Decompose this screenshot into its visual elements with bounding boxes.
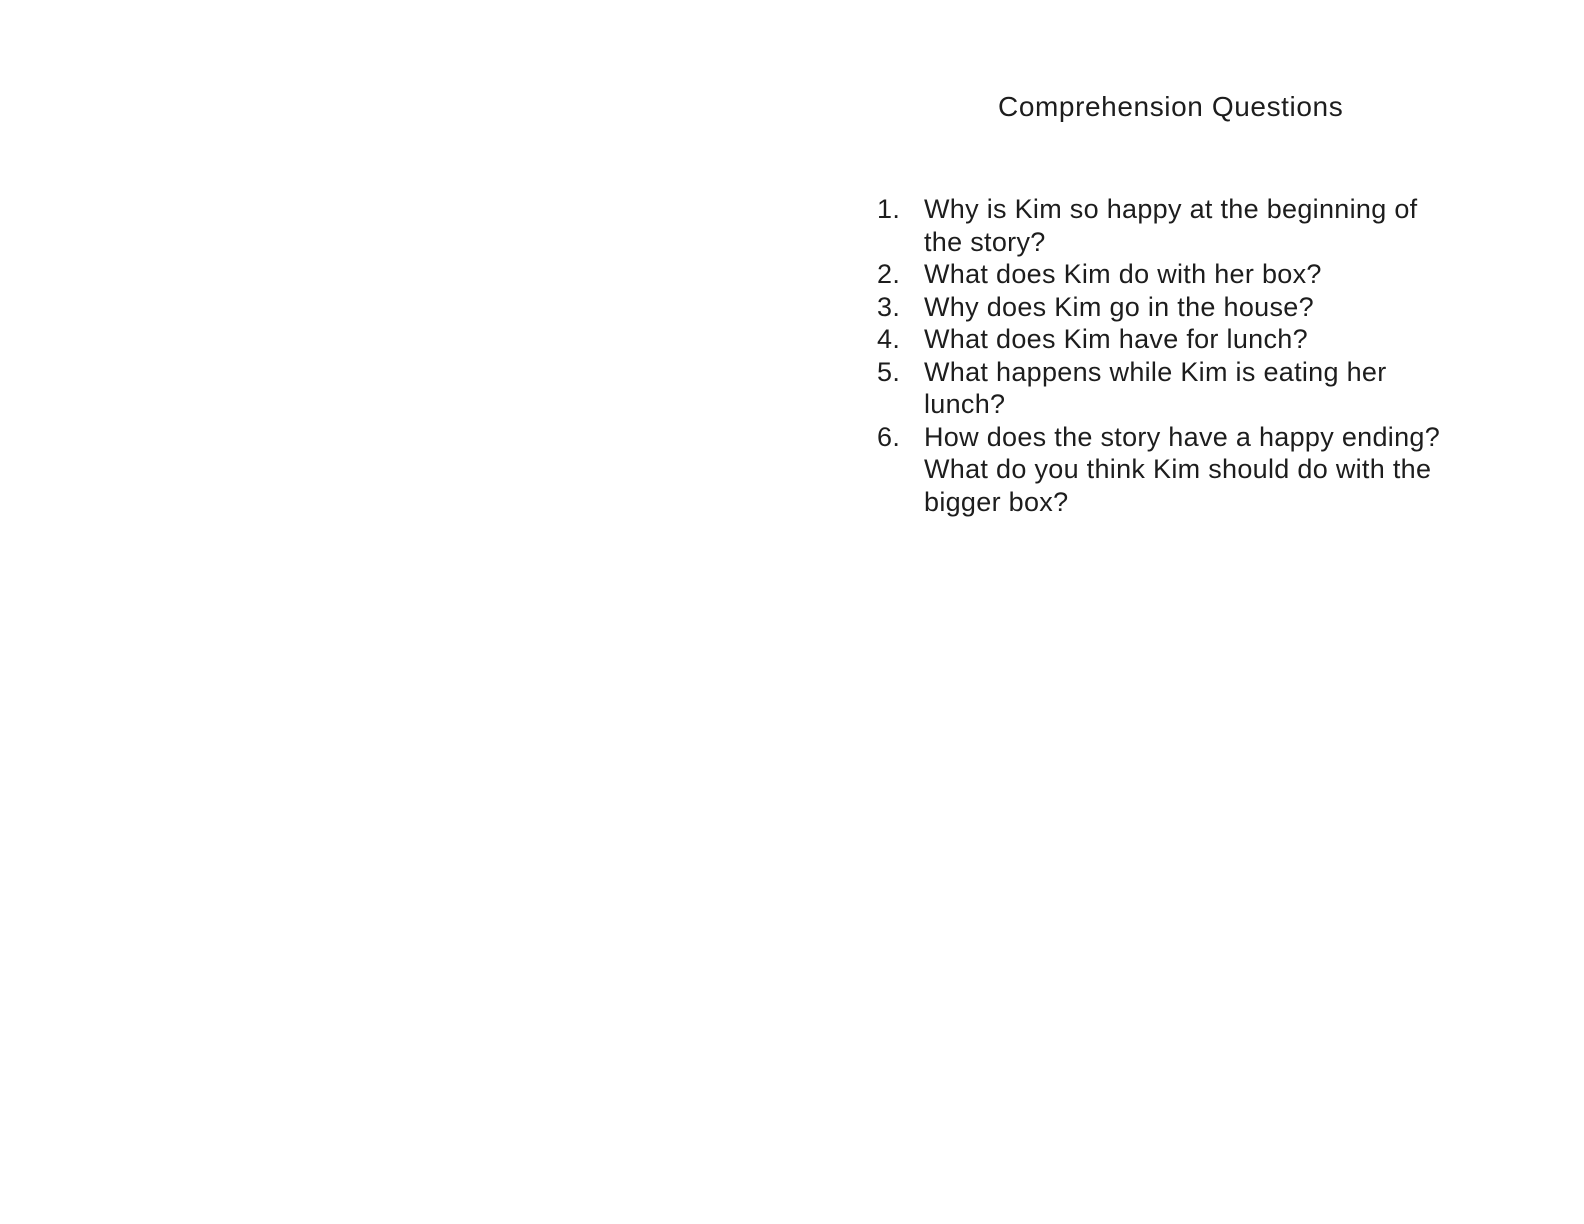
question-line: the story? bbox=[924, 226, 1046, 257]
question-item-5 bbox=[877, 356, 1440, 421]
question-text bbox=[924, 356, 1387, 421]
page-title: Comprehension Questions bbox=[998, 91, 1344, 122]
question-text bbox=[924, 421, 1440, 519]
question-line: What does Kim do with her box? bbox=[924, 259, 1322, 289]
question-item-2 bbox=[877, 258, 1440, 291]
question-line: Why is Kim so happy at the beginning of bbox=[924, 194, 1418, 224]
question-line: How does the story have a happy ending? bbox=[924, 421, 1441, 452]
question-item-3 bbox=[877, 291, 1440, 324]
question-number: 2. bbox=[877, 259, 901, 289]
question-text bbox=[924, 323, 1308, 356]
question-line: What do you think Kim should do with the bbox=[924, 454, 1432, 484]
question-item-6 bbox=[877, 421, 1440, 519]
question-text bbox=[924, 193, 1417, 258]
question-line: lunch? bbox=[924, 389, 1006, 419]
question-number: 3. bbox=[877, 291, 901, 322]
question-number: 4. bbox=[877, 324, 901, 354]
question-item-4 bbox=[877, 323, 1440, 356]
question-line: What does Kim have for lunch? bbox=[924, 324, 1308, 354]
question-line: Why does Kim go in the house? bbox=[924, 291, 1314, 322]
comprehension-questions-list bbox=[877, 193, 1440, 518]
question-number: 6. bbox=[877, 421, 901, 452]
question-text bbox=[924, 258, 1322, 291]
question-item-1 bbox=[877, 193, 1440, 258]
question-line: bigger box? bbox=[924, 486, 1069, 517]
question-line: What happens while Kim is eating her bbox=[924, 356, 1387, 387]
question-number: 1. bbox=[877, 194, 901, 224]
question-number: 5. bbox=[877, 356, 901, 387]
question-text bbox=[924, 291, 1314, 324]
